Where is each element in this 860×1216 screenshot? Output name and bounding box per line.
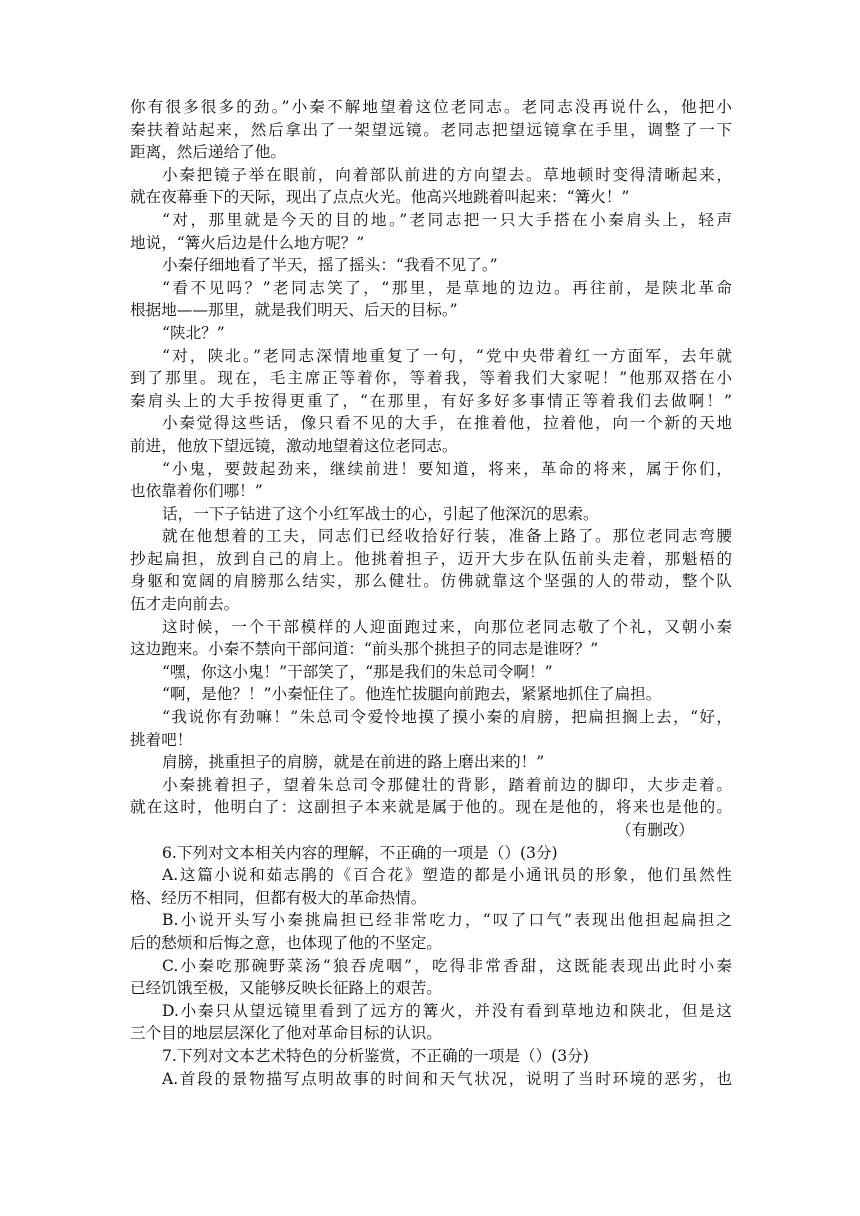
text-line: 秦肩头上的大手按得更重了，“在那里，有好多好多事情正等着我们去做啊！”: [130, 391, 732, 410]
text-line: “啊，是他？！”小秦怔住了。他连忙拔腿向前跑去，紧紧地抓住了扁担。: [162, 685, 662, 704]
text-line: 你有很多很多的劲。”小秦不解地望着这位老同志。老同志没再说什么，他把小: [130, 98, 732, 116]
document-body: [130, 96, 732, 1090]
text-line: “看不见吗？”老同志笑了，“那里，是草地的边边。再往前，是陕北革命: [162, 278, 732, 297]
text-line: 6.下列对文本相关内容的理解，不正确的一项是（）(3分): [162, 843, 558, 862]
text-line: “嘿，你这小鬼！”干部笑了，“那是我们的朱总司令啊！”: [162, 662, 553, 681]
text-line: A.这篇小说和茹志鹃的《百合花》塑造的都是小通讯员的形象，他们虽然性: [162, 866, 732, 885]
text-line: 肩膀，挑重担子的肩膀，就是在前进的路上磨出来的！”: [162, 753, 545, 772]
text-line: “小鬼，要鼓起劲来，继续前进！要知道，将来，革命的将来，属于你们，: [162, 459, 732, 478]
text-line: “我说你有劲嘛！”朱总司令爱怜地摸了摸小秦的肩膀，把扁担搁上去，“好，: [162, 708, 732, 727]
text-line: “对，那里就是今天的目的地。”老同志把一只大手搭在小秦肩头上，轻声: [162, 210, 732, 229]
text-line: 距离，然后递给了他。: [130, 143, 286, 162]
text-line: 也依靠着你们哪！”: [130, 482, 263, 501]
text-line: 话，一下子钻进了这个小红军战士的心，引起了他深沉的思索。: [162, 504, 599, 523]
text-line: 已经饥饿至极，又能够反映长征路上的艰苦。: [130, 979, 442, 998]
text-line: 这边跑来。小秦不禁向干部问道：“前头那个挑担子的同志是谁呀？”: [130, 640, 599, 659]
text-line: 就在这时，他明白了：这副担子本来就是属于他的。现在是他的，将来也是他的。: [130, 798, 732, 817]
text-line: 7.下列对文本艺术特色的分析鉴赏，不正确的一项是（）(3分): [162, 1046, 589, 1065]
text-line: 三个目的地层层深化了他对革命目标的认识。: [130, 1024, 442, 1043]
text-line: 格、经历不相同，但都有极大的革命热情。: [130, 888, 427, 907]
text-line: 这时候，一个干部模样的人迎面跑过来，向那位老同志敬了个礼，又朝小秦: [162, 617, 732, 636]
text-line: 根据地——那里，就是我们明天、后天的目标。”: [130, 301, 458, 320]
text-line: 抄起扁担，放到自己的肩上。他挑着担子，迈开大步在队伍前头走着，那魁梧的: [130, 549, 732, 568]
text-line: 小秦仔细地看了半天，摇了摇头：“我看不见了。”: [162, 256, 498, 275]
text-line: 就在他想着的工夫，同志们已经收拾好行装，准备上路了。那位老同志弯腰: [162, 527, 732, 546]
text-line: 后的愁烦和后悔之意，也体现了他的不坚定。: [130, 933, 442, 952]
text-line: 小秦把镜子举在眼前，向着部队前进的方向望去。草地顿时变得清晰起来，: [162, 165, 732, 184]
text-line: 挑着吧！: [130, 730, 193, 749]
text-line: 伍才走向前去。: [130, 595, 240, 614]
text-line: 小秦觉得这些话，像只看不见的大手，在推着他，拉着他，向一个新的天地: [162, 414, 732, 433]
text-line: B.小说开头写小秦挑扁担已经非常吃力，“叹了口气”表现出他担起扁担之: [162, 911, 732, 930]
text-line: 就在夜幕垂下的天际，现出了点点火光。他高兴地跳着叫起来：“篝火！”: [130, 188, 630, 207]
text-line: A.首段的景物描写点明故事的时间和天气状况，说明了当时环境的恶劣，也: [162, 1069, 732, 1088]
text-line: 身躯和宽阔的肩膀那么结实，那么健壮。仿佛就靠这个坚强的人的带动，整个队: [130, 572, 732, 591]
text-line: 秦扶着站起来，然后拿出了一架望远镜。老同志把望远镜拿在手里，调整了一下: [130, 120, 732, 139]
text-line: 地说，“篝火后边是什么地方呢？”: [130, 233, 365, 252]
text-line: “陕北？”: [162, 323, 225, 342]
text-line: 前进，他放下望远镜，激动地望着这位老同志。: [130, 436, 458, 455]
text-line: D.小秦只从望远镜里看到了远方的篝火，并没有看到草地边和陕北，但是这: [162, 1001, 732, 1020]
text-line: C.小秦吃那碗野菜汤“狼吞虎咽”，吃得非常香甜，这既能表现出此时小秦: [162, 956, 732, 975]
source-note: （有删改）: [616, 821, 694, 839]
text-line: 小秦挑着担子，望着朱总司令那健壮的背影，踏着前边的脚印，大步走着。: [162, 775, 732, 794]
text-line: 到了那里。现在，毛主席正等着你，等着我，等着我们大家呢！”他那双搭在小: [130, 369, 732, 388]
text-line: “对，陕北。”老同志深情地重复了一句，“党中央带着红一方面军，去年就: [162, 346, 732, 365]
